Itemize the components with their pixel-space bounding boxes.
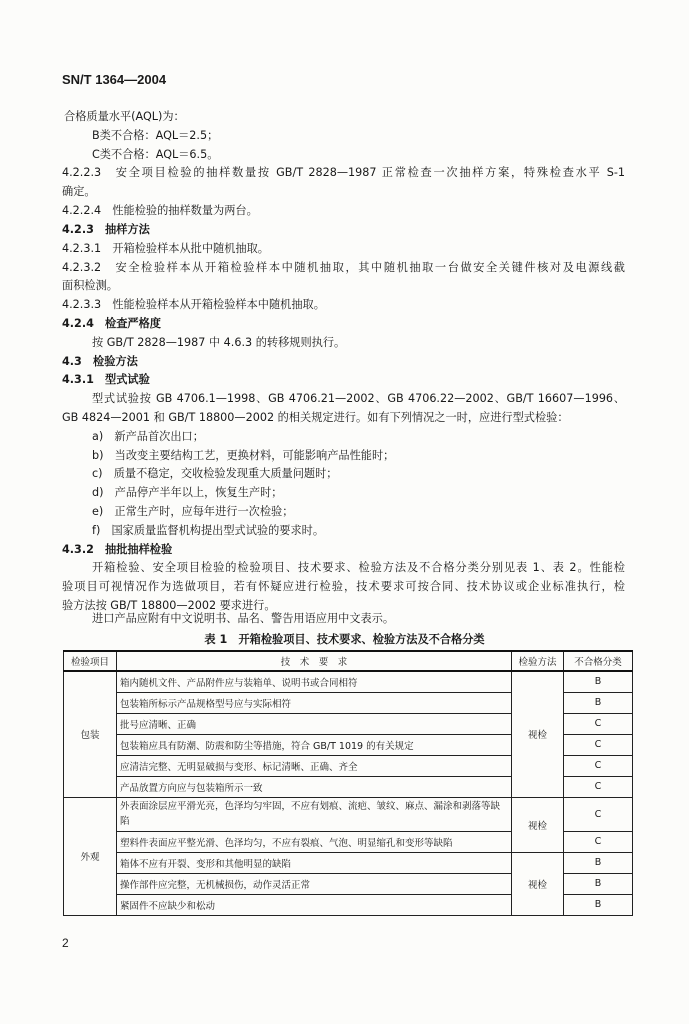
heading-4-3-2: 4.3.2 抽批抽样检验 (62, 543, 173, 556)
requirement-cell: 批号应清晰、正确 (117, 713, 512, 734)
clause-4-3-2-cont1: 验项目可视情况作为选做项目，若有怀疑应进行检验，技术要求可按合同、技术协议或企业标准执行，检 (62, 580, 625, 593)
clause-4-3-2-text: 开箱检验、安全项目检验的检验项目、技术要求、检验方法及不合格分类分别见表 1、表 2。性能检 (92, 561, 625, 574)
standard-code-header: SN/T 1364—2004 (62, 72, 167, 87)
table-row (64, 671, 633, 692)
list-item-c: c) 质量不稳定，交收检验发现重大质量问题时； (92, 467, 338, 480)
import-language-note: 进口产品应附有中文说明书、品名、警告用语应用中文表示。 (92, 612, 395, 625)
heading-4-2-3: 4.2.3 抽样方法 (62, 223, 150, 236)
clause-4-3-1-cont: GB 4824—2001 和 GB/T 18800—2002 的相关规定进行。如有下列情况之一时，应进行型式检验： (62, 411, 569, 424)
clause-4-2-2-4: 4.2.2.4 性能检验的抽样数量为两台。 (62, 204, 258, 217)
heading-4-3-1: 4.3.1 型式试验 (62, 373, 150, 386)
header-technical-requirement: 技 术 要 求 (117, 651, 512, 671)
clause-4-2-3-2-cont: 面积检测。 (62, 279, 118, 292)
requirement-cell: 包装箱应具有防潮、防震和防尘等措施，符合 GB/T 1019 的有关规定 (117, 734, 512, 755)
list-item-a: a) 新产品首次出口； (92, 430, 204, 443)
list-item-b: b) 当改变主要结构工艺，更换材料，可能影响产品性能时； (92, 449, 395, 462)
requirement-cell: 箱内随机文件、产品附件应与装箱单、说明书或合同相符 (117, 671, 512, 692)
list-item-f: f) 国家质量监督机构提出型式试验的要求时。 (92, 524, 325, 537)
clause-4-2-3-2: 4.2.3.2 安全检验样本从开箱检验样本中随机抽取，其中随机抽取一台做安全关键件核对及电源线截 (62, 261, 625, 274)
requirement-cell: 外表面涂层应平滑光亮，色泽均匀牢固，不应有划痕、流疤、皱纹、麻点、漏涂和剥落等缺陷 (117, 797, 512, 831)
method-visual: 视检 (512, 852, 564, 915)
class-cell: B (564, 692, 633, 713)
requirement-cell: 箱体不应有开裂、变形和其他明显的缺陷 (117, 852, 512, 873)
page-number: 2 (62, 936, 69, 950)
class-cell: B (564, 873, 633, 894)
requirement-cell: 包装箱所标示产品规格型号应与实际相符 (117, 692, 512, 713)
group-packaging: 包装 (64, 671, 117, 797)
aql-class-b: B类不合格：AQL＝2.5； (92, 129, 219, 142)
header-inspection-method: 检验方法 (512, 651, 564, 671)
heading-4-2-4: 4.2.4 检查严格度 (62, 317, 161, 330)
method-visual: 视检 (512, 797, 564, 852)
clause-4-2-3-1: 4.2.3.1 开箱检验样本从批中随机抽取。 (62, 242, 269, 255)
class-cell: C (564, 755, 633, 776)
requirement-cell: 产品放置方向应与包装箱所示一致 (117, 776, 512, 797)
requirement-cell: 紧固件不应缺少和松动 (117, 894, 512, 915)
requirement-cell: 塑料件表面应平整光滑、色泽均匀，不应有裂痕、气泡、明显缩孔和变形等缺陷 (117, 831, 512, 852)
method-visual: 视检 (512, 671, 564, 797)
heading-4-3: 4.3 检验方法 (62, 355, 138, 368)
aql-class-c: C类不合格：AQL＝6.5。 (92, 148, 219, 161)
group-appearance: 外观 (64, 797, 117, 915)
list-item-e: e) 正常生产时，应每年进行一次检验； (92, 505, 294, 518)
class-cell: B (564, 852, 633, 873)
clause-4-3-1-text: 型式试验按 GB 4706.1—1998、GB 4706.21—2002、GB 4706.22—2002、GB/T 16607—1996、 (92, 392, 625, 405)
table-1-caption: 表 1 开箱检验项目、技术要求、检验方法及不合格分类 (204, 633, 485, 646)
requirement-cell: 操作部件应完整，无机械损伤，动作灵活正常 (117, 873, 512, 894)
clause-4-3-2-cont2: 验方法按 GB/T 18800—2002 要求进行。 (62, 599, 276, 612)
header-nonconformity-class: 不合格分类 (564, 651, 633, 671)
clause-4-2-2-3-cont: 确定。 (62, 185, 96, 198)
class-cell: B (564, 894, 633, 915)
class-cell: C (564, 713, 633, 734)
class-cell: C (564, 734, 633, 755)
table-header-row (64, 651, 633, 671)
list-item-d: d) 产品停产半年以上，恢复生产时； (92, 486, 283, 499)
class-cell: C (564, 831, 633, 852)
requirement-cell: 应清洁完整、无明显破损与变形、标记清晰、正确、齐全 (117, 755, 512, 776)
class-cell: B (564, 671, 633, 692)
table-row (64, 797, 633, 831)
class-cell: C (564, 797, 633, 831)
table-row (64, 852, 633, 873)
clause-4-2-3-3: 4.2.3.3 性能检验样本从开箱检验样本中随机抽取。 (62, 298, 325, 311)
header-inspection-item: 检验项目 (64, 651, 117, 671)
class-cell: C (564, 776, 633, 797)
clause-4-2-4-text: 按 GB/T 2828—1987 中 4.6.3 的转移规则执行。 (92, 336, 346, 349)
inspection-table (63, 650, 633, 916)
aql-intro: 合格质量水平(AQL)为： (64, 110, 185, 123)
clause-4-2-2-3: 4.2.2.3 安全项目检验的抽样数量按 GB/T 2828—1987 正常检查一次抽样方案，特殊检查水平 S-1 (62, 166, 625, 179)
